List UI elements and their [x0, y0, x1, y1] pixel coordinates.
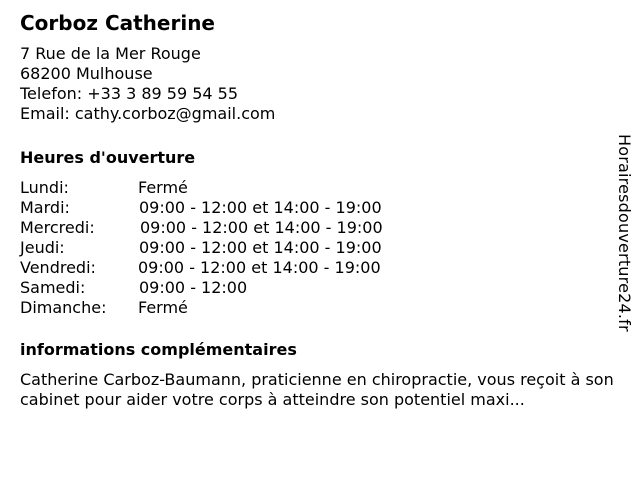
day-hours: 09:00 - 12:00 et 14:00 - 19:00: [139, 198, 382, 217]
business-name: Corboz Catherine: [20, 11, 215, 35]
day-label: Mercredi:: [20, 218, 95, 237]
info-heading: informations complémentaires: [20, 340, 297, 359]
hours-row-mercredi: [20, 218, 610, 238]
contact-block: [20, 44, 610, 124]
opening-hours-list: [20, 178, 610, 318]
hours-row-dimanche: [20, 298, 610, 318]
day-hours: 09:00 - 12:00 et 14:00 - 19:00: [139, 238, 382, 257]
hours-row-jeudi: [20, 238, 610, 258]
day-label: Dimanche:: [20, 298, 107, 317]
day-label: Vendredi:: [20, 258, 96, 277]
day-hours: 09:00 - 12:00: [139, 278, 248, 297]
hours-row-vendredi: [20, 258, 610, 278]
day-hours: 09:00 - 12:00 et 14:00 - 19:00: [138, 258, 381, 277]
listing-card: [20, 10, 614, 410]
address-city: 68200 Mulhouse: [20, 64, 153, 83]
day-label: Lundi:: [20, 178, 69, 197]
hours-row-mardi: [20, 198, 610, 218]
day-label: Mardi:: [20, 198, 70, 217]
day-hours: 09:00 - 12:00 et 14:00 - 19:00: [140, 218, 383, 237]
hours-heading: Heures d'ouverture: [20, 148, 196, 167]
day-label: Samedi:: [20, 278, 86, 297]
info-description: Catherine Carboz-Baumann, praticienne en chiropractie, vous reçoit à son cabinet pour aider votre corps à atteindre son potentiel maxi...: [20, 370, 614, 409]
hours-row-samedi: [20, 278, 610, 298]
site-watermark: Horairesdouverture24.fr: [615, 134, 634, 332]
day-hours: Fermé: [138, 298, 188, 317]
address-street: 7 Rue de la Mer Rouge: [20, 44, 201, 63]
email-address: Email: cathy.corboz@gmail.com: [20, 104, 276, 123]
day-label: Jeudi:: [20, 238, 65, 257]
phone-number: Telefon: +33 3 89 59 54 55: [20, 84, 239, 103]
day-hours: Fermé: [138, 178, 188, 197]
hours-row-lundi: [20, 178, 610, 198]
